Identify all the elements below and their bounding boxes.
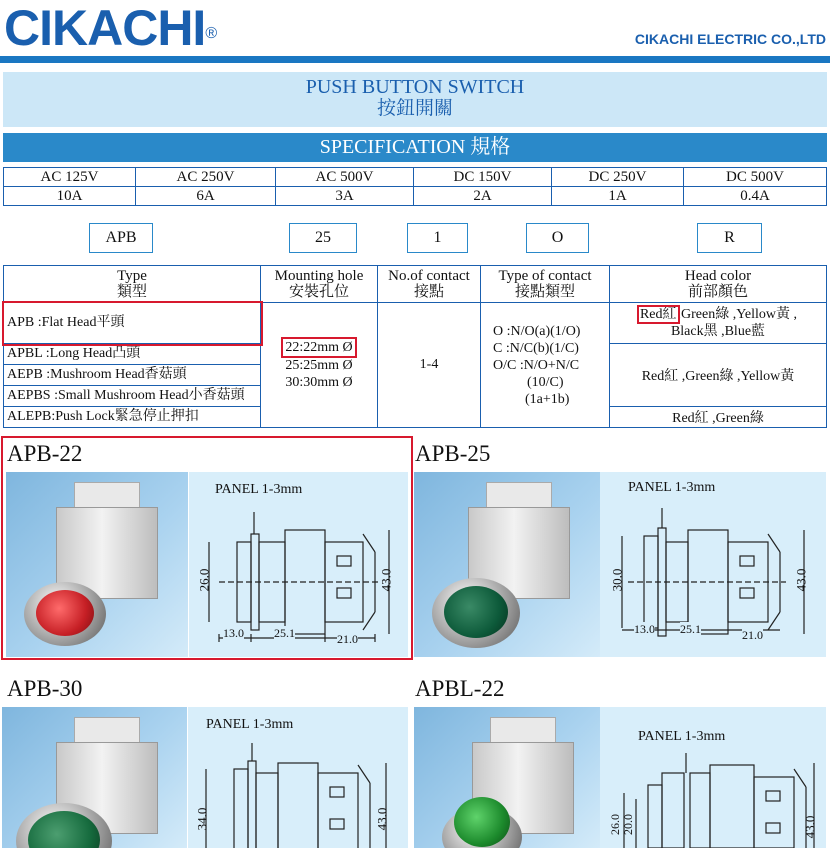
ratings-table [3, 167, 827, 206]
model-title: APB-30 [7, 676, 83, 701]
code-contacts: 1 [407, 223, 468, 253]
header-contact-type: Type of contact 接點類型 [481, 266, 610, 303]
mounting-cell [261, 303, 378, 428]
current-row [4, 187, 827, 206]
model-title: APB-22 [7, 441, 83, 466]
header-type: Type 類型 [4, 266, 261, 303]
dim-d3: 21.0 [742, 628, 763, 642]
contact-type-1a1b: (1a+1b) [525, 391, 570, 407]
dim-height: 43.0 [374, 807, 390, 831]
color-cell-3: Red紅 ,Green綠 [610, 407, 827, 428]
type-apb: APB :Flat Head平頭 [4, 303, 261, 344]
rating-voltage: AC 125V [4, 168, 136, 187]
product-photo [2, 707, 187, 848]
rating-current: 0.4A [684, 187, 827, 206]
dim-diameter: 34.0 [194, 807, 210, 831]
color-cell-1: Red紅,Green綠 ,Yellow黃 , Black黑 ,Blue藍 [610, 303, 827, 344]
dimension-drawing [600, 472, 826, 657]
type-aepbs: AEPBS :Small Mushroom Head小香菇頭 [4, 386, 261, 407]
color-cell-2: Red紅 ,Green綠 ,Yellow黃 [610, 344, 827, 407]
mounting-30: 30:30mm Ø [285, 375, 353, 390]
panel-label: PANEL 1-3mm [628, 480, 716, 495]
contact-type-cell [481, 303, 610, 428]
dim-d1: 13.0 [634, 622, 655, 636]
mounting-22: 22:22mm Ø [285, 340, 353, 355]
rating-voltage: DC 150V [414, 168, 552, 187]
header-divider [0, 56, 830, 63]
dim-diameter: 26.0 [196, 568, 212, 592]
dim-height: 43.0 [793, 568, 809, 592]
contact-type-noc: O/C :N/O+N/C [493, 357, 580, 373]
rating-voltage: DC 500V [684, 168, 827, 187]
type-aepb: AEPB :Mushroom Head香菇頭 [4, 365, 261, 386]
spec-header-row [4, 266, 827, 303]
dimension-drawing [188, 707, 408, 848]
product-photo [414, 472, 600, 657]
contact-type-nc: C :N/C(b)(1/C) [493, 340, 579, 356]
highlight-frame [1, 436, 413, 660]
page-title-box [3, 72, 827, 127]
page-title-zh: 按鈕開關 [376, 98, 453, 119]
panel-label: PANEL 1-3mm [215, 482, 303, 497]
rating-current: 3A [276, 187, 414, 206]
contact-type-10c: (10/C) [527, 374, 564, 390]
panel-label: PANEL 1-3mm [638, 729, 726, 744]
model-title: APBL-22 [415, 676, 505, 701]
dim-diameter: 26.0 [608, 814, 622, 835]
rating-current: 6A [136, 187, 276, 206]
code-mounting: 25 [289, 223, 357, 253]
mounting-25: 25:25mm Ø [285, 358, 353, 373]
dim-d2: 25.1 [680, 622, 701, 636]
product-photo [414, 707, 600, 848]
company-name: CIKACHI ELECTRIC CO.,LTD [634, 31, 826, 47]
contact-type-no: O :N/O(a)(1/O) [493, 323, 581, 339]
type-alepb: ALEPB:Push Lock緊急停止押扣 [4, 407, 261, 428]
dimension-drawing [600, 707, 826, 848]
type-apbl: APBL :Long Head凸頭 [4, 344, 261, 365]
specification-heading: SPECIFICATION 規格 [3, 133, 827, 162]
dim-d2: 25.1 [274, 626, 295, 640]
dim-d1: 13.0 [223, 626, 244, 640]
rating-current: 1A [552, 187, 684, 206]
brand-logo: CIKACHI® [4, 0, 217, 56]
rating-current: 2A [414, 187, 552, 206]
dim-diameter-inner: 20.0 [621, 814, 635, 835]
dim-height: 43.0 [802, 815, 818, 839]
rating-voltage: DC 250V [552, 168, 684, 187]
header-contacts: No.of contact 接點 [378, 266, 481, 303]
registered-mark: ® [205, 25, 217, 42]
dim-height: 43.0 [378, 568, 394, 592]
rating-voltage: AC 250V [136, 168, 276, 187]
color-red-highlight: Red紅 [639, 307, 677, 322]
table-row [4, 303, 827, 344]
code-head-color: R [697, 223, 762, 253]
voltage-row [4, 168, 827, 187]
panel-label: PANEL 1-3mm [206, 717, 294, 732]
code-type: APB [89, 223, 153, 253]
rating-current: 10A [4, 187, 136, 206]
model-title: APB-25 [415, 441, 491, 466]
button-head [444, 586, 508, 638]
rating-voltage: AC 500V [276, 168, 414, 187]
dim-diameter: 30.0 [609, 568, 625, 592]
header-head-color: Head color 前部顏色 [610, 266, 827, 303]
dim-d3: 21.0 [337, 632, 358, 646]
page-title: PUSH BUTTON SWITCH [305, 76, 525, 98]
code-contact-type: O [526, 223, 589, 253]
contacts-cell: 1-4 [378, 303, 481, 428]
button-head [454, 797, 510, 847]
spec-table [3, 265, 827, 428]
header-mounting: Mounting hole 安裝孔位 [261, 266, 378, 303]
